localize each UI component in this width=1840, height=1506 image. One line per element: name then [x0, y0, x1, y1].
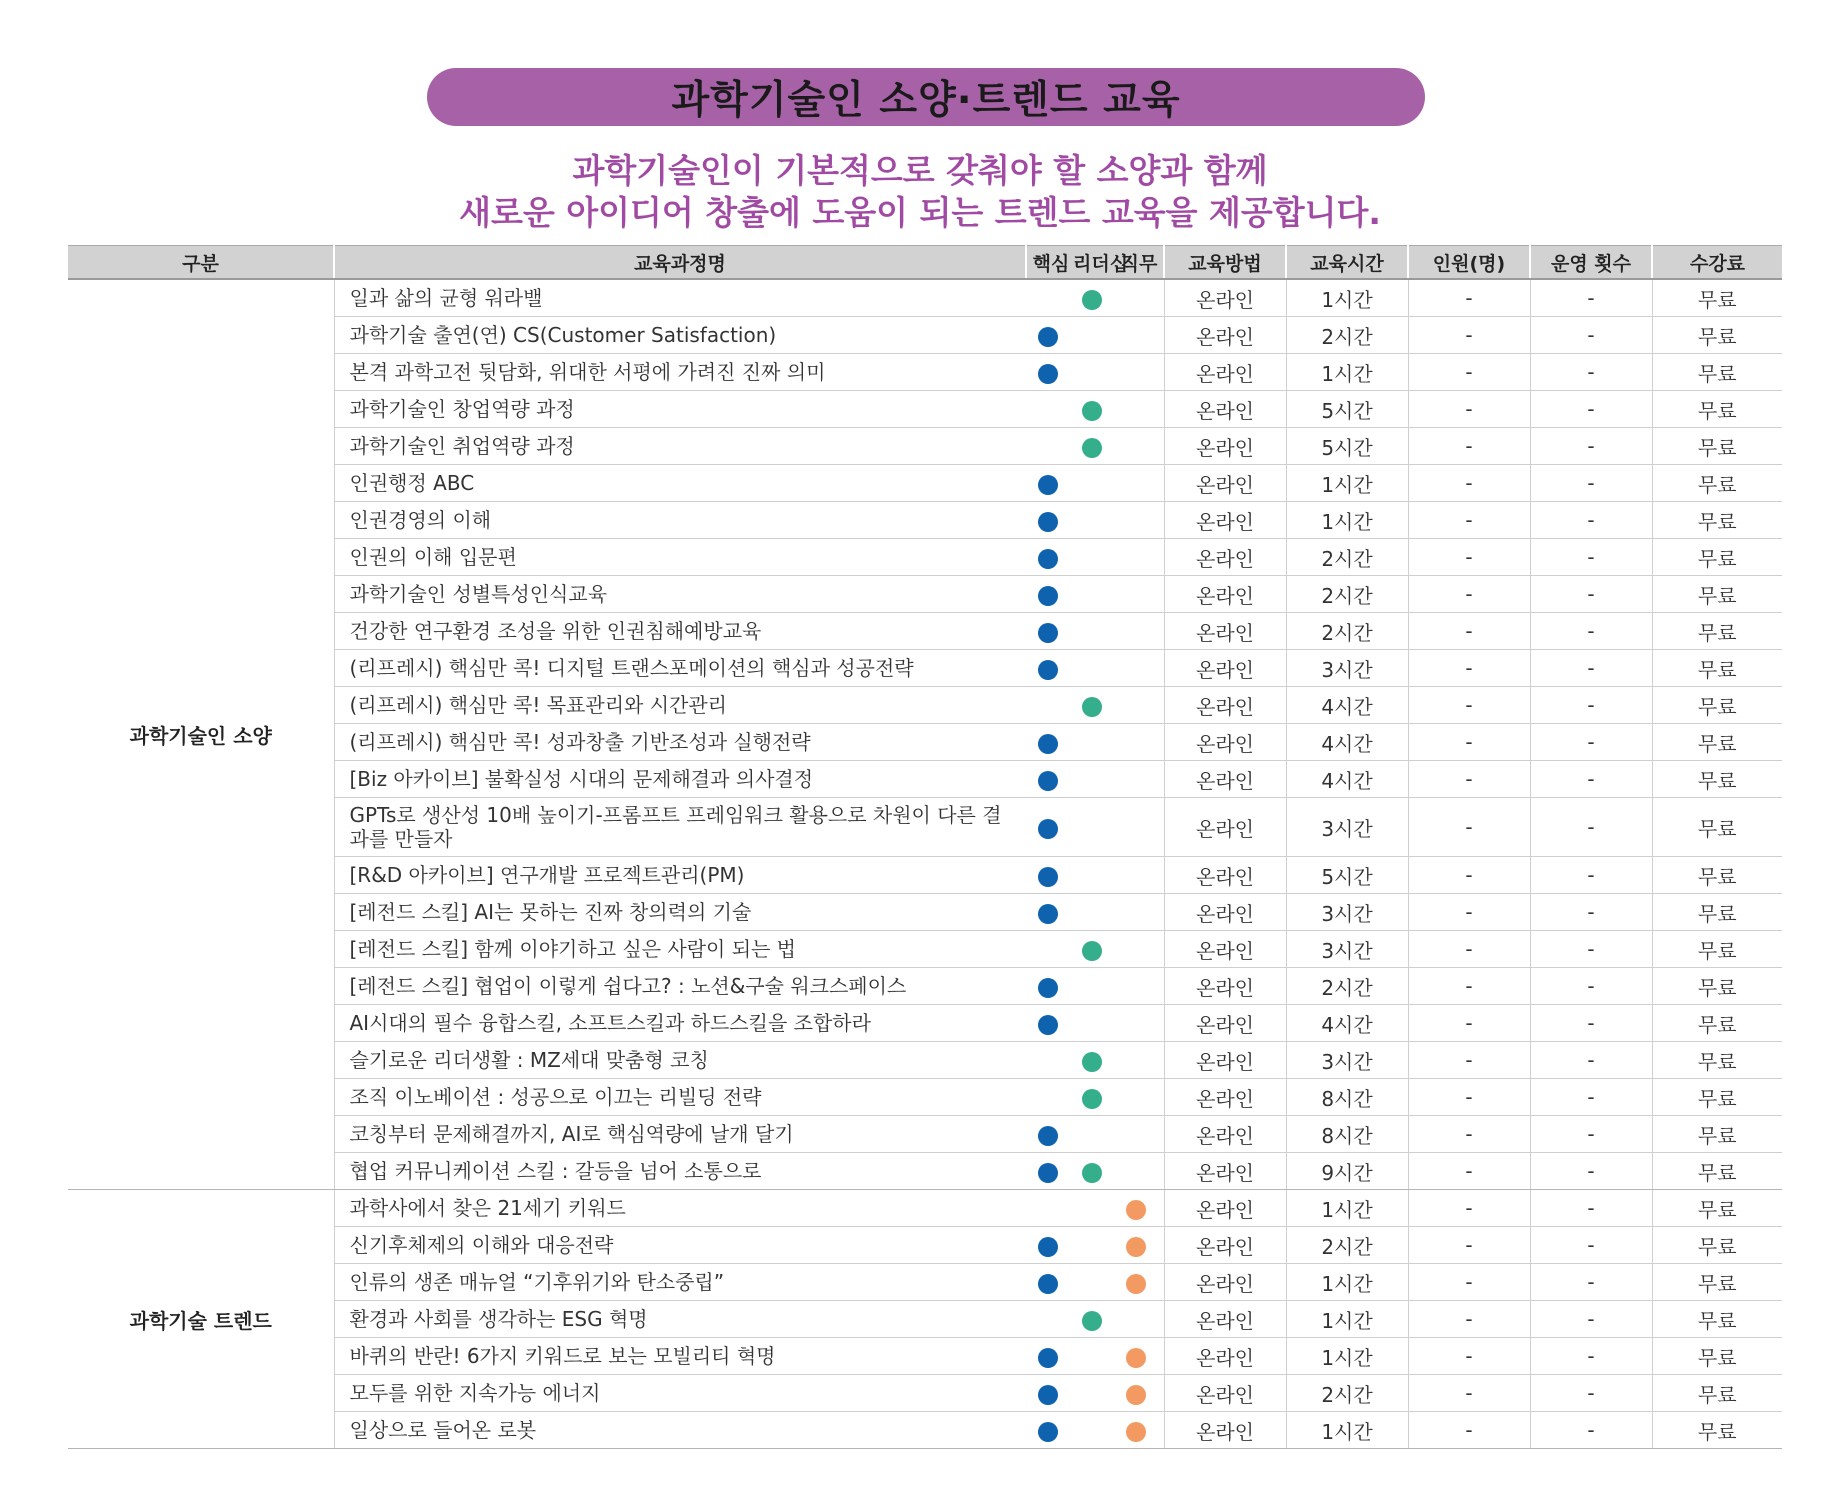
method-cell: 온라인: [1164, 1227, 1286, 1264]
method-cell: 온라인: [1164, 968, 1286, 1005]
core-marker: [1038, 364, 1058, 384]
fee-cell: 무료: [1652, 650, 1782, 687]
course-name: [레전드 스킬] 함께 이야기하고 싶은 사람이 되는 법: [334, 931, 1026, 968]
header-sessions: 운영 횟수: [1530, 246, 1652, 280]
core-marker: [1038, 1274, 1058, 1294]
core-marker: [1038, 1015, 1058, 1035]
fee-cell: 무료: [1652, 857, 1782, 894]
sessions-cell: -: [1530, 1190, 1652, 1227]
core-marker: [1038, 586, 1058, 606]
type-markers: [1026, 279, 1164, 317]
course-name: 신기후체제의 이해와 대응전략: [334, 1227, 1026, 1264]
fee-cell: 무료: [1652, 279, 1782, 317]
type-markers: [1026, 391, 1164, 428]
people-cell: -: [1408, 1005, 1530, 1042]
people-cell: -: [1408, 894, 1530, 931]
type-markers: [1026, 1375, 1164, 1412]
course-name: (리프레시) 핵심만 콕! 목표관리와 시간관리: [334, 687, 1026, 724]
method-cell: 온라인: [1164, 1042, 1286, 1079]
job-marker: [1126, 1422, 1146, 1442]
hours-cell: 8시간: [1286, 1079, 1408, 1116]
sessions-cell: -: [1530, 1338, 1652, 1375]
people-cell: -: [1408, 761, 1530, 798]
sessions-cell: -: [1530, 1375, 1652, 1412]
header-course: 교육과정명: [334, 246, 1026, 280]
course-name: 인류의 생존 매뉴얼 “기후위기와 탄소중립”: [334, 1264, 1026, 1301]
job-marker: [1126, 1200, 1146, 1220]
core-marker: [1038, 549, 1058, 569]
method-cell: 온라인: [1164, 1412, 1286, 1449]
course-name: 본격 과학고전 뒷담화, 위대한 서평에 가려진 진짜 의미: [334, 354, 1026, 391]
course-name: [레전드 스킬] AI는 못하는 진짜 창의력의 기술: [334, 894, 1026, 931]
job-marker: [1126, 1274, 1146, 1294]
people-cell: -: [1408, 539, 1530, 576]
type-markers: [1026, 1116, 1164, 1153]
course-name: 과학기술 출연(연) CS(Customer Satisfaction): [334, 317, 1026, 354]
method-cell: 온라인: [1164, 613, 1286, 650]
hours-cell: 1시간: [1286, 279, 1408, 317]
course-name: 일과 삶의 균형 워라밸: [334, 279, 1026, 317]
method-cell: 온라인: [1164, 317, 1286, 354]
hours-cell: 2시간: [1286, 317, 1408, 354]
leadership-marker: [1082, 697, 1102, 717]
method-cell: 온라인: [1164, 1005, 1286, 1042]
subtitle-line-2: 새로운 아이디어 창출에 도움이 되는 트렌드 교육을 제공합니다.: [459, 193, 1381, 232]
people-cell: -: [1408, 798, 1530, 857]
hours-cell: 1시간: [1286, 1412, 1408, 1449]
course-name: 과학사에서 찾은 21세기 키워드: [334, 1190, 1026, 1227]
hours-cell: 2시간: [1286, 1375, 1408, 1412]
fee-cell: 무료: [1652, 931, 1782, 968]
hours-cell: 1시간: [1286, 354, 1408, 391]
sessions-cell: -: [1530, 576, 1652, 613]
course-name: 과학기술인 창업역량 과정: [334, 391, 1026, 428]
hours-cell: 4시간: [1286, 724, 1408, 761]
course-name: (리프레시) 핵심만 콕! 성과창출 기반조성과 실행전략: [334, 724, 1026, 761]
people-cell: -: [1408, 576, 1530, 613]
core-marker: [1038, 1348, 1058, 1368]
sessions-cell: -: [1530, 857, 1652, 894]
people-cell: -: [1408, 724, 1530, 761]
method-cell: 온라인: [1164, 1301, 1286, 1338]
core-marker: [1038, 904, 1058, 924]
type-markers: [1026, 1301, 1164, 1338]
type-markers: [1026, 465, 1164, 502]
core-marker: [1038, 1385, 1058, 1405]
core-marker: [1038, 475, 1058, 495]
category-cell: 과학기술 트렌드: [68, 1190, 334, 1449]
title-banner: [427, 68, 1425, 126]
leadership-marker: [1082, 438, 1102, 458]
course-name: [R&D 아카이브] 연구개발 프로젝트관리(PM): [334, 857, 1026, 894]
people-cell: -: [1408, 1338, 1530, 1375]
sessions-cell: -: [1530, 1264, 1652, 1301]
method-cell: 온라인: [1164, 1190, 1286, 1227]
people-cell: -: [1408, 1412, 1530, 1449]
type-markers: [1026, 724, 1164, 761]
sessions-cell: -: [1530, 1227, 1652, 1264]
sessions-cell: -: [1530, 539, 1652, 576]
method-cell: 온라인: [1164, 798, 1286, 857]
method-cell: 온라인: [1164, 1264, 1286, 1301]
leadership-marker: [1082, 1089, 1102, 1109]
sessions-cell: -: [1530, 1153, 1652, 1190]
fee-cell: 무료: [1652, 539, 1782, 576]
people-cell: -: [1408, 968, 1530, 1005]
sessions-cell: -: [1530, 502, 1652, 539]
leadership-marker: [1082, 1311, 1102, 1331]
core-marker: [1038, 867, 1058, 887]
sessions-cell: -: [1530, 317, 1652, 354]
course-name: [레전드 스킬] 협업이 이렇게 쉽다고? : 노션&구술 워크스페이스: [334, 968, 1026, 1005]
people-cell: -: [1408, 317, 1530, 354]
sessions-cell: -: [1530, 1412, 1652, 1449]
method-cell: 온라인: [1164, 687, 1286, 724]
type-markers: [1026, 894, 1164, 931]
course-name: 모두를 위한 지속가능 에너지: [334, 1375, 1026, 1412]
people-cell: -: [1408, 1190, 1530, 1227]
people-cell: -: [1408, 1227, 1530, 1264]
sessions-cell: -: [1530, 724, 1652, 761]
course-name: 코칭부터 문제해결까지, AI로 핵심역량에 날개 달기: [334, 1116, 1026, 1153]
method-cell: 온라인: [1164, 576, 1286, 613]
category-cell: 과학기술인 소양: [68, 279, 334, 1190]
header-type-core: 핵심: [1032, 252, 1070, 275]
fee-cell: 무료: [1652, 1227, 1782, 1264]
hours-cell: 2시간: [1286, 968, 1408, 1005]
fee-cell: 무료: [1652, 1116, 1782, 1153]
fee-cell: 무료: [1652, 354, 1782, 391]
header-category: 구분: [68, 246, 334, 280]
fee-cell: 무료: [1652, 1338, 1782, 1375]
hours-cell: 1시간: [1286, 1338, 1408, 1375]
job-marker: [1126, 1237, 1146, 1257]
type-markers: [1026, 1190, 1164, 1227]
fee-cell: 무료: [1652, 1079, 1782, 1116]
leadership-marker: [1082, 290, 1102, 310]
course-table: [68, 245, 1782, 1449]
fee-cell: 무료: [1652, 1375, 1782, 1412]
sessions-cell: -: [1530, 428, 1652, 465]
sessions-cell: -: [1530, 354, 1652, 391]
fee-cell: 무료: [1652, 391, 1782, 428]
type-markers: [1026, 576, 1164, 613]
fee-cell: 무료: [1652, 1005, 1782, 1042]
hours-cell: 1시간: [1286, 465, 1408, 502]
course-name: 건강한 연구환경 조성을 위한 인권침해예방교육: [334, 613, 1026, 650]
fee-cell: 무료: [1652, 613, 1782, 650]
method-cell: 온라인: [1164, 650, 1286, 687]
course-name: 과학기술인 성별특성인식교육: [334, 576, 1026, 613]
core-marker: [1038, 1163, 1058, 1183]
hours-cell: 4시간: [1286, 761, 1408, 798]
hours-cell: 1시간: [1286, 502, 1408, 539]
people-cell: -: [1408, 1116, 1530, 1153]
course-name: GPTs로 생산성 10배 높이기-프롬프트 프레임워크 활용으로 차원이 다른 결과를 만들자: [334, 798, 1026, 857]
type-markers: [1026, 1079, 1164, 1116]
type-markers: [1026, 1412, 1164, 1449]
method-cell: 온라인: [1164, 761, 1286, 798]
hours-cell: 4시간: [1286, 687, 1408, 724]
people-cell: -: [1408, 1042, 1530, 1079]
sessions-cell: -: [1530, 613, 1652, 650]
people-cell: -: [1408, 1153, 1530, 1190]
sessions-cell: -: [1530, 968, 1652, 1005]
core-marker: [1038, 1422, 1058, 1442]
hours-cell: 3시간: [1286, 931, 1408, 968]
header-type-leadership: 리더십: [1073, 252, 1129, 275]
method-cell: 온라인: [1164, 279, 1286, 317]
fee-cell: 무료: [1652, 1190, 1782, 1227]
hours-cell: 3시간: [1286, 1042, 1408, 1079]
method-cell: 온라인: [1164, 502, 1286, 539]
fee-cell: 무료: [1652, 1042, 1782, 1079]
people-cell: -: [1408, 354, 1530, 391]
people-cell: -: [1408, 1375, 1530, 1412]
hours-cell: 3시간: [1286, 650, 1408, 687]
fee-cell: 무료: [1652, 1301, 1782, 1338]
course-name: 인권행정 ABC: [334, 465, 1026, 502]
fee-cell: 무료: [1652, 761, 1782, 798]
method-cell: 온라인: [1164, 428, 1286, 465]
type-markers: [1026, 1005, 1164, 1042]
course-name: 협업 커뮤니케이션 스킬 : 갈등을 넘어 소통으로: [334, 1153, 1026, 1190]
method-cell: 온라인: [1164, 391, 1286, 428]
table-row: [68, 1190, 1782, 1227]
page-title: 과학기술인 소양·트렌드 교육: [671, 78, 1181, 123]
type-markers: [1026, 1042, 1164, 1079]
table-body: [68, 279, 1782, 1449]
people-cell: -: [1408, 687, 1530, 724]
type-markers: [1026, 650, 1164, 687]
course-name: 환경과 사회를 생각하는 ESG 혁명: [334, 1301, 1026, 1338]
core-marker: [1038, 734, 1058, 754]
core-marker: [1038, 1126, 1058, 1146]
hours-cell: 1시간: [1286, 1264, 1408, 1301]
method-cell: 온라인: [1164, 724, 1286, 761]
course-name: (리프레시) 핵심만 콕! 디지털 트랜스포메이션의 핵심과 성공전략: [334, 650, 1026, 687]
course-name: 슬기로운 리더생활 : MZ세대 맞춤형 코칭: [334, 1042, 1026, 1079]
hours-cell: 1시간: [1286, 1301, 1408, 1338]
hours-cell: 2시간: [1286, 539, 1408, 576]
hours-cell: 3시간: [1286, 798, 1408, 857]
course-name: 조직 이노베이션 : 성공으로 이끄는 리빌딩 전략: [334, 1079, 1026, 1116]
hours-cell: 1시간: [1286, 1190, 1408, 1227]
fee-cell: 무료: [1652, 687, 1782, 724]
fee-cell: 무료: [1652, 894, 1782, 931]
hours-cell: 8시간: [1286, 1116, 1408, 1153]
course-name: 과학기술인 취업역량 과정: [334, 428, 1026, 465]
header-type: [1026, 246, 1164, 280]
type-markers: [1026, 798, 1164, 857]
course-name: [Biz 아카이브] 불확실성 시대의 문제해결과 의사결정: [334, 761, 1026, 798]
fee-cell: 무료: [1652, 968, 1782, 1005]
type-markers: [1026, 1153, 1164, 1190]
type-markers: [1026, 613, 1164, 650]
people-cell: -: [1408, 931, 1530, 968]
type-markers: [1026, 1338, 1164, 1375]
fee-cell: 무료: [1652, 502, 1782, 539]
hours-cell: 5시간: [1286, 428, 1408, 465]
people-cell: -: [1408, 1079, 1530, 1116]
sessions-cell: -: [1530, 798, 1652, 857]
people-cell: -: [1408, 857, 1530, 894]
sessions-cell: -: [1530, 931, 1652, 968]
people-cell: -: [1408, 391, 1530, 428]
type-markers: [1026, 1227, 1164, 1264]
sessions-cell: -: [1530, 1079, 1652, 1116]
method-cell: 온라인: [1164, 894, 1286, 931]
people-cell: -: [1408, 1301, 1530, 1338]
core-marker: [1038, 660, 1058, 680]
core-marker: [1038, 978, 1058, 998]
sessions-cell: -: [1530, 1301, 1652, 1338]
hours-cell: 3시간: [1286, 894, 1408, 931]
fee-cell: 무료: [1652, 428, 1782, 465]
sessions-cell: -: [1530, 894, 1652, 931]
header-people: 인원(명): [1408, 246, 1530, 280]
core-marker: [1038, 1237, 1058, 1257]
course-name: 인권경영의 이해: [334, 502, 1026, 539]
job-marker: [1126, 1385, 1146, 1405]
type-markers: [1026, 428, 1164, 465]
method-cell: 온라인: [1164, 857, 1286, 894]
fee-cell: 무료: [1652, 317, 1782, 354]
people-cell: -: [1408, 1264, 1530, 1301]
type-markers: [1026, 687, 1164, 724]
method-cell: 온라인: [1164, 931, 1286, 968]
sessions-cell: -: [1530, 1042, 1652, 1079]
fee-cell: 무료: [1652, 1153, 1782, 1190]
type-markers: [1026, 502, 1164, 539]
core-marker: [1038, 327, 1058, 347]
people-cell: -: [1408, 279, 1530, 317]
sessions-cell: -: [1530, 1005, 1652, 1042]
type-markers: [1026, 968, 1164, 1005]
leadership-marker: [1082, 941, 1102, 961]
type-markers: [1026, 354, 1164, 391]
type-markers: [1026, 761, 1164, 798]
core-marker: [1038, 771, 1058, 791]
header-type-job: 직무: [1120, 252, 1158, 275]
type-markers: [1026, 317, 1164, 354]
hours-cell: 5시간: [1286, 391, 1408, 428]
type-markers: [1026, 857, 1164, 894]
people-cell: -: [1408, 613, 1530, 650]
hours-cell: 5시간: [1286, 857, 1408, 894]
subtitle-line-1: 과학기술인이 기본적으로 갖춰야 할 소양과 함께: [572, 151, 1268, 190]
sessions-cell: -: [1530, 687, 1652, 724]
sessions-cell: -: [1530, 650, 1652, 687]
header-hours: 교육시간: [1286, 246, 1408, 280]
method-cell: 온라인: [1164, 354, 1286, 391]
table-row: [68, 279, 1782, 317]
header-fee: 수강료: [1652, 246, 1782, 280]
fee-cell: 무료: [1652, 576, 1782, 613]
people-cell: -: [1408, 502, 1530, 539]
header-method: 교육방법: [1164, 246, 1286, 280]
people-cell: -: [1408, 428, 1530, 465]
leadership-marker: [1082, 1163, 1102, 1183]
course-name: 바퀴의 반란! 6가지 키워드로 보는 모빌리티 혁명: [334, 1338, 1026, 1375]
sessions-cell: -: [1530, 1116, 1652, 1153]
hours-cell: 4시간: [1286, 1005, 1408, 1042]
core-marker: [1038, 512, 1058, 532]
sessions-cell: -: [1530, 761, 1652, 798]
fee-cell: 무료: [1652, 465, 1782, 502]
sessions-cell: -: [1530, 465, 1652, 502]
leadership-marker: [1082, 1052, 1102, 1072]
core-marker: [1038, 819, 1058, 839]
course-name: 인권의 이해 입문편: [334, 539, 1026, 576]
people-cell: -: [1408, 650, 1530, 687]
fee-cell: 무료: [1652, 724, 1782, 761]
type-markers: [1026, 931, 1164, 968]
method-cell: 온라인: [1164, 539, 1286, 576]
people-cell: -: [1408, 465, 1530, 502]
hours-cell: 2시간: [1286, 576, 1408, 613]
type-markers: [1026, 1264, 1164, 1301]
method-cell: 온라인: [1164, 465, 1286, 502]
leadership-marker: [1082, 401, 1102, 421]
method-cell: 온라인: [1164, 1079, 1286, 1116]
type-markers: [1026, 539, 1164, 576]
hours-cell: 2시간: [1286, 613, 1408, 650]
method-cell: 온라인: [1164, 1375, 1286, 1412]
sessions-cell: -: [1530, 391, 1652, 428]
fee-cell: 무료: [1652, 1412, 1782, 1449]
course-name: AI시대의 필수 융합스킬, 소프트스킬과 하드스킬을 조합하라: [334, 1005, 1026, 1042]
core-marker: [1038, 623, 1058, 643]
fee-cell: 무료: [1652, 1264, 1782, 1301]
hours-cell: 9시간: [1286, 1153, 1408, 1190]
sessions-cell: -: [1530, 279, 1652, 317]
fee-cell: 무료: [1652, 798, 1782, 857]
course-name: 일상으로 들어온 로봇: [334, 1412, 1026, 1449]
method-cell: 온라인: [1164, 1153, 1286, 1190]
hours-cell: 2시간: [1286, 1227, 1408, 1264]
job-marker: [1126, 1348, 1146, 1368]
method-cell: 온라인: [1164, 1116, 1286, 1153]
table-header-row: [68, 246, 1782, 280]
method-cell: 온라인: [1164, 1338, 1286, 1375]
